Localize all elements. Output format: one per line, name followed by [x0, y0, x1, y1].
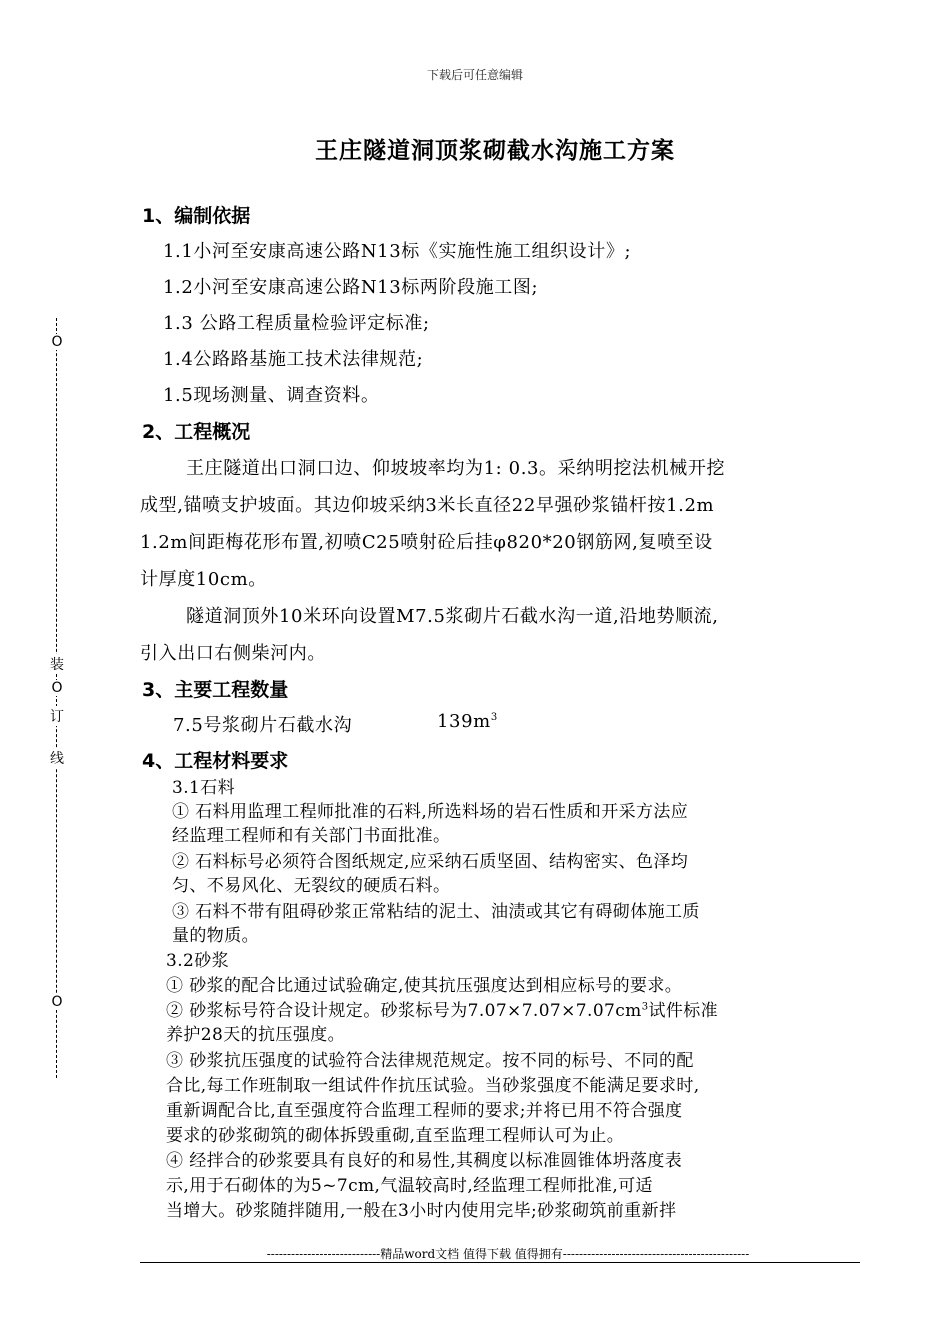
paragraph-line: ④ 经拌合的砂浆要具有良好的和易性,其稠度以标准圆锥体坍落度表 [166, 1151, 683, 1171]
paragraph-line: 养护28天的抗压强度。 [166, 1025, 346, 1045]
section-heading: 3、主要工程数量 [142, 679, 289, 701]
paragraph-line: 引入出口右侧柴河内。 [140, 643, 326, 664]
paragraph-line: 当增大。砂浆随拌随用,一般在3小时内使用完毕;砂浆砌筑前重新拌 [166, 1201, 677, 1221]
paragraph-line: 王庄隧道出口洞口边、仰坡坡率均为1: 0.3。采纳明挖法机械开挖 [186, 458, 726, 479]
binding-circle-mark: O [47, 680, 67, 696]
subsection-title: 3.1石料 [172, 778, 236, 798]
paragraph-line: 重新调配合比,直至强度符合监理工程师的要求;并将已用不符合强度 [166, 1101, 683, 1121]
binding-label-zhuang: 装 [47, 654, 67, 674]
binding-circle-mark: O [47, 994, 67, 1010]
paragraph-line: ③ 石料不带有阻碍砂浆正常粘结的泥土、油渍或其它有碍砌体施工质 [172, 902, 700, 922]
binding-label-xian: 线 [47, 748, 67, 768]
binding-label-ding: 订 [47, 706, 67, 726]
paragraph-line: 要求的砂浆砌筑的砌体拆毁重砌,直至监理工程师认可为止。 [166, 1126, 625, 1146]
paragraph-line: 成型,锚喷支护坡面。其边仰坡采纳3米长直径22早强砂浆锚杆按1.2m [140, 495, 715, 516]
quantity-item: 7.5号浆砌片石截水沟 [173, 715, 353, 736]
paragraph-line: 计厚度10cm。 [140, 569, 267, 590]
paragraph-line: 示,用于石砌体的为5~7cm,气温较高时,经监理工程师批准,可适 [166, 1176, 653, 1196]
section-heading: 4、工程材料要求 [142, 750, 289, 772]
footer-rule [140, 1262, 860, 1263]
list-item: 1.5现场测量、调查资料。 [163, 385, 380, 406]
paragraph-line: 隧道洞顶外10米环向设置M7.5浆砌片石截水沟一道,沿地势顺流, [186, 606, 719, 627]
paragraph-line: ① 砂浆的配合比通过试验确定,使其抗压强度达到相应标号的要求。 [166, 976, 683, 996]
paragraph-line: 匀、不易风化、无裂纹的硬质石料。 [172, 876, 451, 896]
section-heading: 1、编制依据 [142, 205, 251, 227]
list-item: 1.1小河至安康高速公路N13标《实施性施工组织设计》; [163, 241, 632, 262]
paragraph-line: ③ 砂浆抗压强度的试验符合法律规范规定。按不同的标号、不同的配 [166, 1051, 694, 1071]
paragraph-line: ② 砂浆标号符合设计规定。砂浆标号为$7.07\times 7.07\times 7.07cm^3$试件标准 [166, 1001, 719, 1021]
paragraph-line: 经监理工程师和有关部门书面批准。 [172, 826, 451, 846]
list-item: 1.4公路路基施工技术法律规范; [163, 349, 424, 370]
paragraph-line: 合比,每工作班制取一组试件作抗压试验。当砂浆强度不能满足要求时, [166, 1076, 700, 1096]
paragraph-line: ② 石料标号必须符合图纸规定,应采纳石质坚固、结构密实、色泽均 [172, 852, 689, 872]
binding-circle-mark: O [47, 334, 67, 350]
subsection-title: 3.2砂浆 [166, 951, 230, 971]
paragraph-line: 量的物质。 [172, 926, 259, 946]
page-title: 王庄隧道洞顶浆砌截水沟施工方案 [315, 138, 675, 164]
section-heading: 2、工程概况 [142, 421, 251, 443]
header-note: 下载后可任意编辑 [426, 68, 523, 82]
footer-note: ----------------------------精品word文档 值得下载 值得拥有---------------------------------------------- [266, 1247, 750, 1261]
quantity-value: $139m^3$ [437, 711, 498, 732]
list-item: 1.2小河至安康高速公路N13标两阶段施工图; [163, 277, 539, 298]
paragraph-line: 1.2m间距梅花形布置,初喷C25喷射砼后挂φ820*20钢筋网,复喷至设 [140, 532, 713, 553]
paragraph-line: ① 石料用监理工程师批准的石料,所选料场的岩石性质和开采方法应 [172, 802, 689, 822]
list-item: 1.3 公路工程质量检验评定标准; [163, 313, 430, 334]
binding-dashed-line [56, 318, 57, 1078]
